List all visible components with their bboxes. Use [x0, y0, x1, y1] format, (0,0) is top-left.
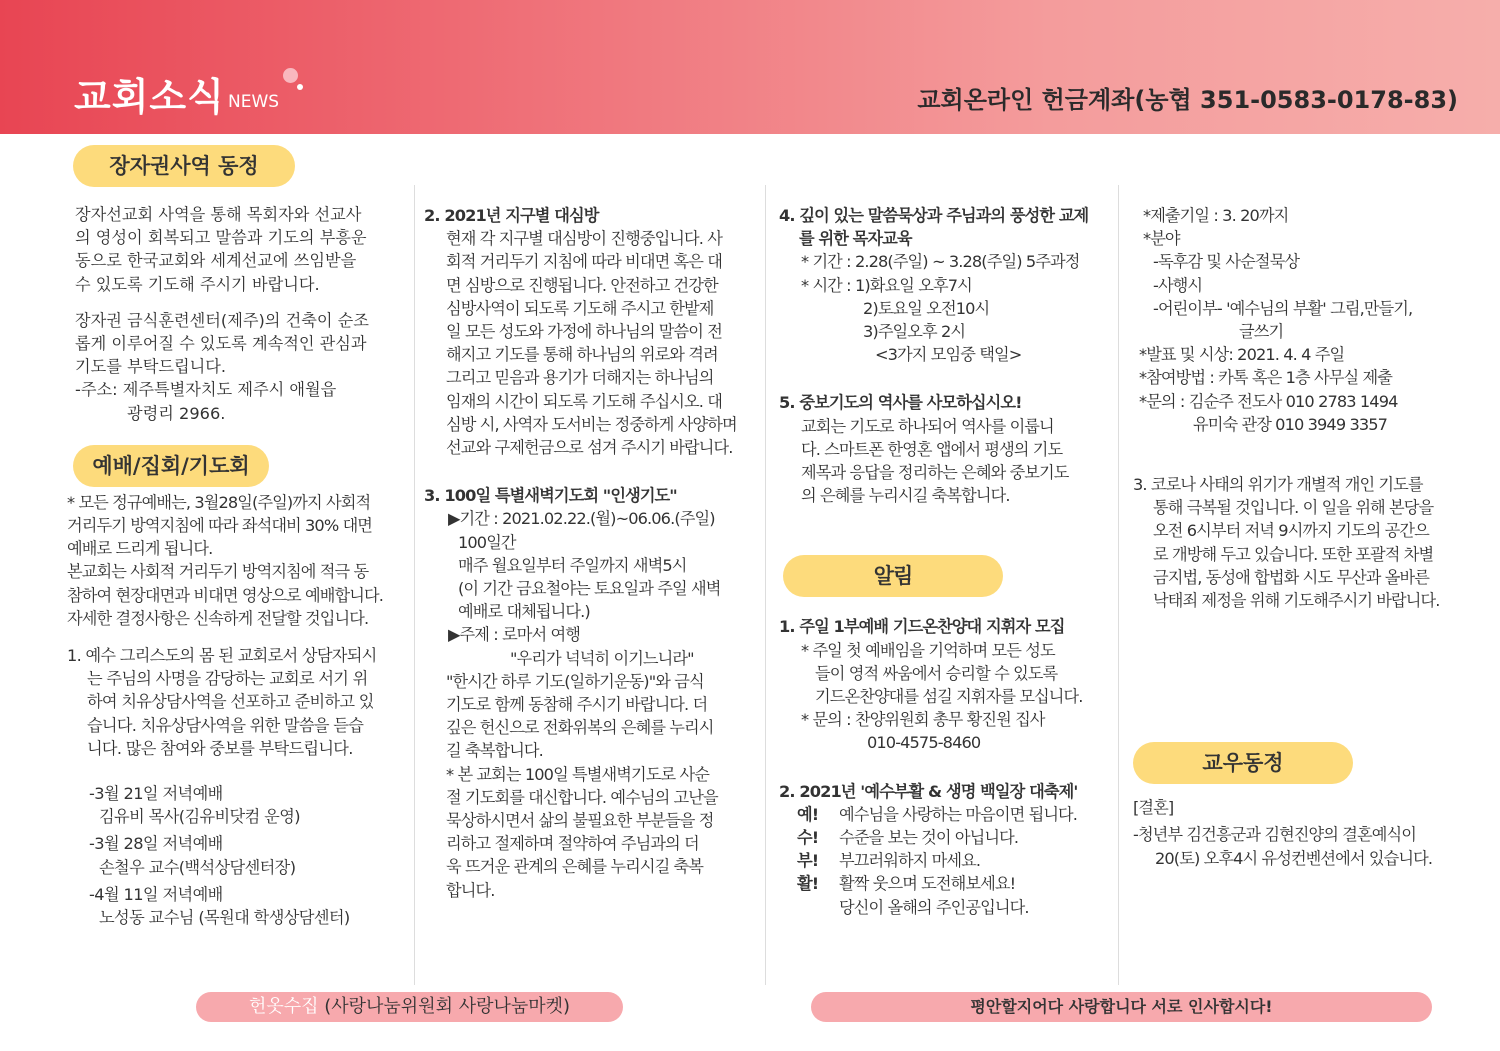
- text-line: 절 기도회를 대신합니다. 예수님의 고난을: [446, 787, 718, 807]
- text-line: 깊은 헌신으로 전화위복의 은혜를 누리시: [446, 718, 714, 738]
- item-heading: 1. 주일 1부예배 기드온찬양대 지휘자 모집: [779, 617, 1065, 637]
- text-line: 매주 월요일부터 주일까지 새벽5시: [458, 555, 687, 575]
- text-line: 낙태죄 제정을 위해 기도해주시기 바랍니다.: [1153, 591, 1440, 611]
- text-line: 오전 6시부터 저녁 9시까지 기도의 공간으: [1153, 521, 1429, 541]
- dawn-prayer-body: [424, 507, 760, 669]
- schedule-date: -3월 28일 저녁예배: [89, 834, 223, 854]
- text-line: 기도를 부탁드립니다.: [75, 357, 227, 377]
- text-line: 2)토요일 오전10시: [863, 298, 990, 318]
- decor-dot-icon: [283, 68, 298, 83]
- page-title: 교회소식: [74, 75, 225, 119]
- text-line: 면 심방으로 진행됩니다. 안전하고 건강한: [446, 275, 718, 295]
- text-line: 100일간: [458, 532, 516, 552]
- text-line: 현재 각 지구별 대심방이 진행중입니다. 사: [446, 229, 723, 249]
- header-banner: [0, 0, 1500, 134]
- item-heading: 1. 예수 그리스도의 몸 된 교회로서 상담자되시: [67, 646, 377, 666]
- text-line: 는 주님의 사명을 감당하는 교회로 서기 위: [87, 669, 368, 689]
- item-heading: 3. 코로나 사태의 위기가 개별적 개인 기도를: [1133, 475, 1423, 495]
- schedule-speaker: 김유비 목사(김유비닷컴 운영): [99, 807, 300, 827]
- text-line: -청년부 김건흥군과 김현진양의 결혼예식이: [1133, 825, 1416, 845]
- text-line: 기도로 함께 동참해 주시기 바랍니다. 더: [446, 695, 708, 715]
- text-line: 참하여 현장대면과 비대면 영상으로 예배합니다.: [67, 585, 383, 605]
- section-title-notice: 알림: [783, 555, 1003, 597]
- clothing-drive-label: 헌옷수집: [248, 996, 319, 1017]
- column-divider: [1118, 185, 1119, 985]
- text-line: * 기간 : 2.28(주일) ~ 3.28(주일) 5주과정: [801, 252, 1080, 272]
- counseling-item: [67, 644, 407, 760]
- text-line: * 문의 : 찬양위원회 총무 황진원 집사: [801, 710, 1045, 730]
- text-line: * 모든 정규예배는, 3월28일(주일)까지 사회적: [67, 492, 371, 512]
- item-heading: 5. 중보기도의 역사를 사모하십시오!: [779, 393, 1022, 413]
- column-divider: [414, 185, 415, 985]
- acrostic-list: [779, 803, 1115, 919]
- column-3: [779, 204, 1115, 919]
- section-title-members: 교우동정: [1133, 742, 1353, 784]
- clothing-drive-banner: [196, 992, 623, 1022]
- text-line: "한시간 하루 기도(일하기운동)"와 금식: [446, 671, 704, 691]
- offering-account: 교회온라인 헌금계좌(농협 351-0583-0178-83): [917, 86, 1458, 114]
- item-heading: 3. 100일 특별새벽기도회 "인생기도": [424, 486, 677, 506]
- text-line: 금지법, 동성애 합법화 시도 무산과 올바른: [1153, 567, 1430, 587]
- column-1: [67, 145, 407, 929]
- contest-details: [1133, 204, 1473, 436]
- item-heading: 4. 깊이 있는 말씀묵상과 주님과의 풍성한 교제: [779, 206, 1089, 225]
- text-line: 일 모든 성도와 가정에 하나님의 말씀이 전: [446, 322, 723, 342]
- intercession-body: [779, 415, 1115, 508]
- text-line: 의 영성이 회복되고 말씀과 기도의 부흥운: [75, 228, 367, 248]
- text-line: -독후감 및 사순절묵상: [1153, 252, 1300, 272]
- text-line: 습니다. 치유상담사역을 위한 말씀을 듣습: [87, 715, 364, 735]
- text-line: 니다. 많은 참여와 중보를 부탁드립니다.: [87, 738, 353, 758]
- text-line: 들이 영적 싸움에서 승리할 수 있도록: [815, 663, 1058, 683]
- item-heading: 를 위한 목자교육: [799, 229, 912, 249]
- jangja-para-1: [67, 203, 407, 296]
- text-line: ▶기간 : 2021.02.22.(월)~06.06.(주일): [448, 509, 715, 529]
- section-title-jangja: 장자권사역 동정: [73, 145, 295, 187]
- text-line: 그리고 믿음과 용기가 더해지는 하나님의: [446, 368, 714, 388]
- text-line: -어린이부- '예수님의 부활' 그림,만들기,: [1153, 298, 1413, 318]
- acrostic-line: 활짝 웃으며 도전해보세요!: [839, 874, 1016, 894]
- column-4: [1133, 204, 1473, 870]
- text-line: 의 은혜를 누리시길 축복합니다.: [801, 486, 1010, 506]
- acrostic-key: 활!: [797, 874, 819, 894]
- decor-dot-small-icon: [297, 84, 303, 90]
- text-line: 욱 뜨거운 관계의 은혜를 누리시길 축복: [446, 857, 704, 877]
- text-line: *발표 및 시상: 2021. 4. 4 주일: [1139, 345, 1345, 365]
- acrostic-line: 당신이 올해의 주인공입니다.: [839, 897, 1029, 917]
- text-line: 교회는 기도로 하나되어 역사를 이룹니: [801, 416, 1054, 436]
- address-line: -주소: 제주특별자치도 제주시 애월읍: [75, 380, 337, 400]
- jangja-para-2: [67, 309, 407, 425]
- item-heading: 2. 2021년 '예수부활 & 생명 백일장 대축제': [779, 781, 1078, 801]
- text-line: 거리두기 방역지침에 따라 좌석대비 30% 대면: [67, 516, 373, 536]
- column-2: [424, 204, 760, 902]
- text-line: 제목과 응답을 정리하는 은혜와 중보기도: [801, 463, 1069, 483]
- section-title-worship: 예배/집회/기도회: [73, 445, 269, 487]
- text-line: -사행시: [1153, 275, 1203, 295]
- text-line: 기드온찬양대를 섬길 지휘자를 모십니다.: [815, 687, 1083, 707]
- text-line: (이 기간 금요철야는 토요일과 주일 새벽: [458, 579, 721, 599]
- text-line: * 주일 첫 예배임을 기억하며 모든 성도: [801, 640, 1055, 660]
- text-line: "우리가 넉넉히 이기느니라": [510, 648, 694, 668]
- acrostic-key: 예!: [797, 804, 819, 824]
- schedule-speaker: 손철우 교수(백석상담센터장): [99, 857, 296, 877]
- wedding-label: [결혼]: [1133, 798, 1174, 818]
- worship-notice: [67, 491, 407, 630]
- text-line: 다. 스마트폰 한영혼 앱에서 평생의 기도: [801, 439, 1063, 459]
- acrostic-line: 부끄러워하지 마세요.: [839, 851, 981, 871]
- text-line: <3가지 모임중 택일>: [875, 345, 1022, 365]
- schedule-speaker: 노성동 교수님 (목원대 학생상담센터): [99, 908, 350, 928]
- acrostic-line: 예수님을 사랑하는 마음이면 됩니다.: [839, 804, 1078, 824]
- acrostic-key: 수!: [797, 828, 819, 848]
- page-subtitle: NEWS: [228, 92, 280, 112]
- text-line: 장자권 금식훈련센터(제주)의 건축이 순조: [75, 310, 369, 330]
- text-line: 동으로 한국교회와 세계선교에 쓰임받을: [75, 251, 357, 271]
- address-line: 광령리 2966.: [127, 403, 226, 423]
- greeting-banner: 평안할지어다 사랑합니다 서로 인사합시다!: [811, 992, 1432, 1022]
- shepherd-education: [779, 250, 1115, 366]
- text-line: 해지고 기도를 통해 하나님의 위로와 격려: [446, 345, 718, 365]
- text-line: 글쓰기: [1239, 322, 1284, 342]
- text-line: 예배로 드리게 됩니다.: [67, 539, 213, 559]
- text-line: * 시간 : 1)화요일 오후7시: [801, 275, 972, 295]
- acrostic-line: 수준을 보는 것이 아닙니다.: [839, 828, 1019, 848]
- schedule-date: -4월 11일 저녁예배: [89, 884, 223, 904]
- text-line: 회적 거리두기 지침에 따라 비대면 혹은 대: [446, 252, 723, 272]
- schedule-date: -3월 21일 저녁예배: [89, 784, 223, 804]
- text-line: 심방 시, 사역자 도서비는 정중하게 사양하며: [446, 414, 737, 434]
- text-line: 유미숙 관장 010 3949 3357: [1193, 414, 1388, 434]
- text-line: 임재의 시간이 되도록 기도해 주십시오. 대: [446, 391, 723, 411]
- text-line: 통해 극복될 것입니다. 이 일을 위해 본당을: [1153, 498, 1434, 518]
- text-line: 본교회는 사회적 거리두기 방역지침에 적극 동: [67, 562, 369, 582]
- text-line: ▶주제 : 로마서 여행: [448, 625, 580, 645]
- counseling-schedule: [67, 782, 407, 929]
- text-line: 하여 치유상담사역을 선포하고 준비하고 있: [87, 692, 374, 712]
- text-line: *문의 : 김순주 전도사 010 2783 1494: [1139, 391, 1398, 411]
- text-line: 3)주일오후 2시: [863, 322, 966, 342]
- text-line: 장자선교회 사역을 통해 목회자와 선교사: [75, 205, 362, 224]
- text-line: *분야: [1143, 229, 1180, 249]
- text-line: * 본 교회는 100일 특별새벽기도로 사순: [446, 764, 709, 784]
- visitation-body: [424, 227, 760, 459]
- phone-number: 010-4575-8460: [867, 733, 981, 753]
- text-line: 수 있도록 기도해 주시기 바랍니다.: [75, 274, 320, 294]
- text-line: 묵상하시면서 삶의 불필요한 부분들을 정: [446, 811, 714, 831]
- text-line: 합니다.: [446, 880, 495, 900]
- acrostic-key: 부!: [797, 851, 819, 871]
- text-line: 자세한 결정사항은 신속하게 전달할 것입니다.: [67, 608, 369, 628]
- corona-prayer-body: [1133, 496, 1473, 612]
- item-heading: 2. 2021년 지구별 대심방: [424, 206, 599, 225]
- text-line: 예배로 대체됩니다.): [458, 602, 590, 622]
- text-line: 리하고 절제하며 절약하여 주님과의 더: [446, 834, 699, 854]
- clothing-drive-committee: (사랑나눔위원회 사랑나눔마켓): [318, 996, 571, 1017]
- text-line: 로 개방해 두고 있습니다. 또한 포괄적 차별: [1153, 544, 1434, 564]
- text-line: 길 축복합니다.: [446, 741, 543, 761]
- text-line: 20(토) 오후4시 유성컨벤션에서 있습니다.: [1155, 848, 1433, 868]
- text-line: 선교와 구제헌금으로 섬겨 주시기 바랍니다.: [446, 438, 733, 458]
- column-divider: [765, 185, 766, 985]
- choir-conductor-body: [779, 639, 1115, 755]
- dawn-prayer-body-2: [424, 670, 760, 902]
- text-line: 롭게 이루어질 수 있도록 계속적인 관심과: [75, 334, 367, 354]
- text-line: *참여방법 : 카톡 혹은 1층 사무실 제출: [1139, 368, 1392, 388]
- text-line: 심방사역이 되도록 기도해 주시고 한밭제: [446, 298, 714, 318]
- text-line: *제출기일 : 3. 20까지: [1143, 206, 1289, 225]
